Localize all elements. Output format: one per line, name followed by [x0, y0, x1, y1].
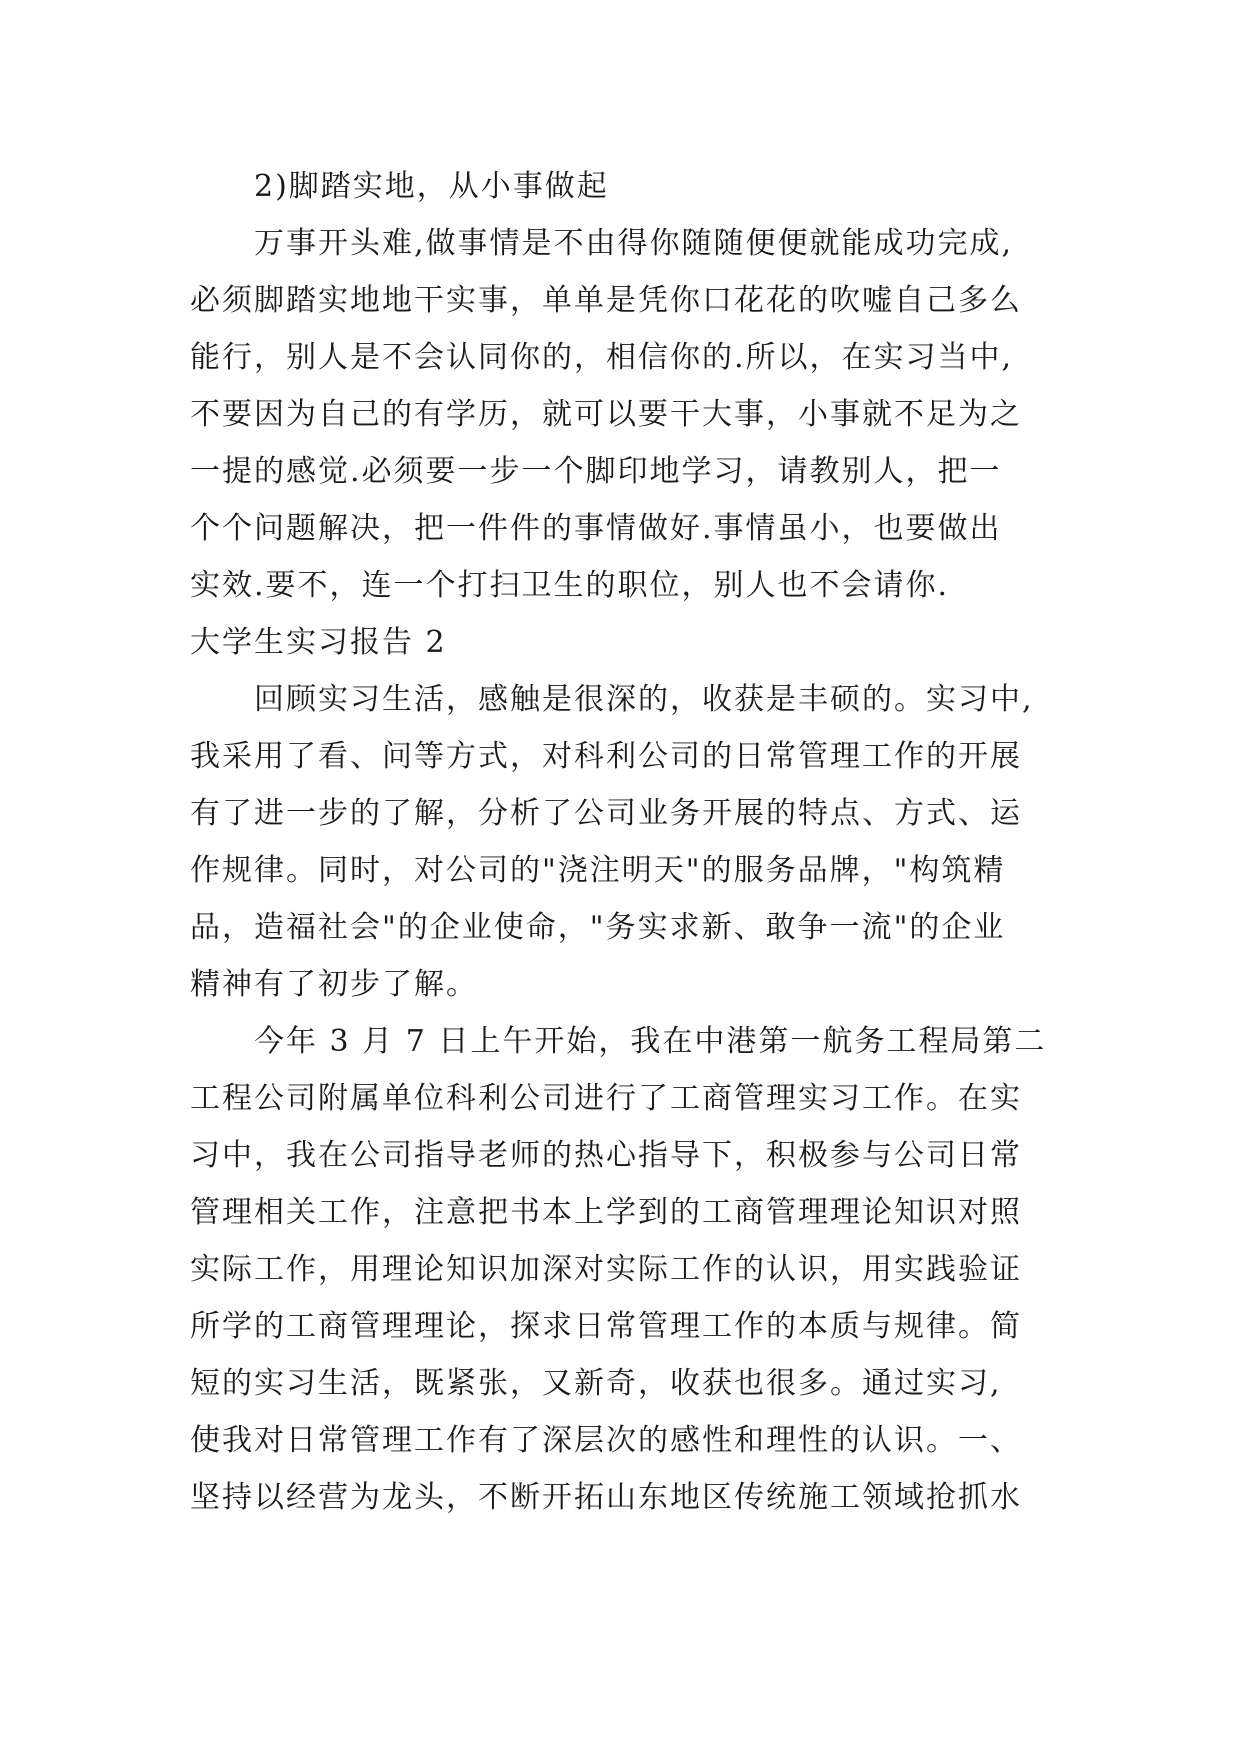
paragraph-line: 实效.要不，连一个打扫卫生的职位，别人也不会请你.: [190, 568, 950, 603]
paragraph-line: 万事开头难,做事情是不由得你随随便便就能成功完成,: [254, 226, 1014, 261]
paragraph-line: 精神有了初步了解。: [190, 967, 478, 1002]
paragraph-line: 回顾实习生活，感触是很深的，收获是丰硕的。实习中,: [254, 682, 1034, 717]
paragraph-line: 坚持以经营为龙头，不断开拓山东地区传统施工领域抢抓水: [190, 1480, 1022, 1515]
report-title: 大学生实习报告 2: [190, 625, 447, 660]
paragraph-line: 今年 3 月 7 日上午开始，我在中港第一航务工程局第二: [254, 1024, 1047, 1059]
paragraph-line: 短的实习生活，既紧张，又新奇，收获也很多。通过实习,: [190, 1366, 1002, 1401]
section-heading: 2)脚踏实地，从小事做起: [254, 169, 609, 204]
paragraph-line: 个个问题解决，把一件件的事情做好.事情虽小，也要做出: [190, 511, 1002, 546]
paragraph-line: 必须脚踏实地地干实事，单单是凭你口花花的吹嘘自己多么: [190, 283, 1022, 318]
paragraph-foundation: [190, 215, 1070, 614]
paragraph-line: 品，造福社会"的企业使命，"务实求新、敢争一流"的企业: [190, 910, 1006, 945]
paragraph-line: 工程公司附属单位科利公司进行了工商管理实习工作。在实: [190, 1081, 1022, 1116]
paragraph-line: 作规律。同时，对公司的"浇注明天"的服务品牌，"构筑精: [190, 853, 1006, 888]
paragraph-line: 能行，别人是不会认同你的，相信你的.所以，在实习当中,: [190, 340, 1014, 375]
document-body: [190, 158, 1070, 1526]
paragraph-line: 所学的工商管理理论，探求日常管理工作的本质与规律。简: [190, 1309, 1022, 1344]
paragraph-line: 一提的感觉.必须要一步一个脚印地学习，请教别人，把一: [190, 454, 1002, 489]
paragraph-line: 实际工作，用理论知识加深对实际工作的认识，用实践验证: [190, 1252, 1022, 1287]
paragraph-review: [190, 671, 1070, 1013]
paragraph-line: 习中，我在公司指导老师的热心指导下，积极参与公司日常: [190, 1138, 1022, 1173]
paragraph-line: 有了进一步的了解，分析了公司业务开展的特点、方式、运: [190, 796, 1022, 831]
paragraph-line: 我采用了看、问等方式，对科利公司的日常管理工作的开展: [190, 739, 1022, 774]
paragraph-line: 使我对日常管理工作有了深层次的感性和理性的认识。一、: [190, 1423, 1022, 1458]
paragraph-line: 管理相关工作，注意把书本上学到的工商管理理论知识对照: [190, 1195, 1022, 1230]
paragraph-internship: [190, 1013, 1070, 1526]
paragraph-line: 不要因为自己的有学历，就可以要干大事，小事就不足为之: [190, 397, 1022, 432]
